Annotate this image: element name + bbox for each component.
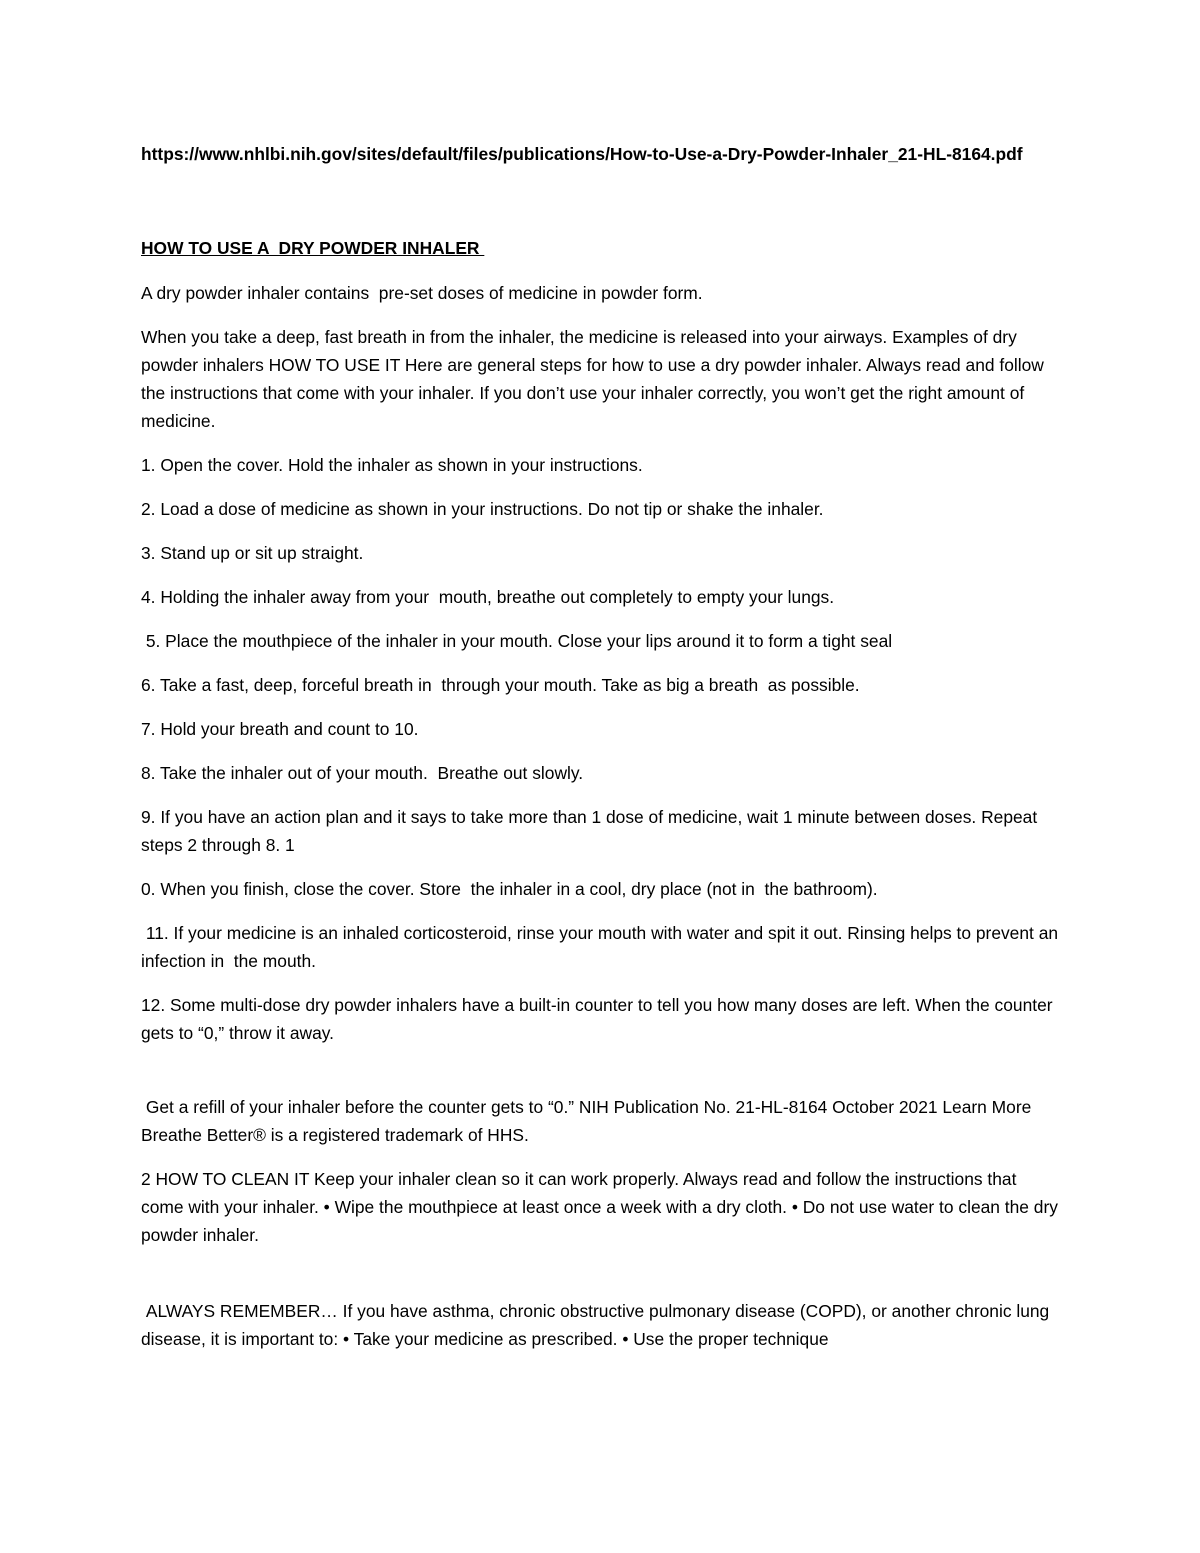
step-item: 11. If your medicine is an inhaled corticosteroid, rinse your mouth with water and spit it out. Rinsing helps to prevent an infection in the mouth. bbox=[141, 923, 1063, 971]
step-item: 4. Holding the inhaler away from your mouth, breathe out completely to empty your lungs. bbox=[141, 587, 835, 607]
step-item: 2. Load a dose of medicine as shown in your instructions. Do not tip or shake the inhaler. bbox=[141, 499, 824, 519]
step-item: 1. Open the cover. Hold the inhaler as shown in your instructions. bbox=[141, 455, 643, 475]
refill-note-paragraph: Get a refill of your inhaler before the counter gets to “0.” NIH Publication No. 21-HL-8164 October 2021 Learn More Breathe Better® is a registered trademark of HHS. bbox=[141, 1097, 1037, 1145]
document-content bbox=[141, 140, 1068, 1353]
remember-paragraph: ALWAYS REMEMBER… If you have asthma, chronic obstructive pulmonary disease (COPD), or another chronic lung disease, it is important to: • Take your medicine as prescribed. • Use the proper technique bbox=[141, 1301, 1055, 1349]
description-paragraph: When you take a deep, fast breath in from the inhaler, the medicine is released into your airways. Examples of dry powder inhalers HOW TO USE IT Here are general steps for how to use a dry powder inhaler. Always read and follow the instructions that come with your inhaler. If you don’t use your inhaler correctly, you won’t get the right amount of medicine. bbox=[141, 327, 1049, 431]
step-item: 3. Stand up or sit up straight. bbox=[141, 543, 364, 563]
step-item: 6. Take a fast, deep, forceful breath in through your mouth. Take as big a breath as possible. bbox=[141, 675, 860, 695]
intro-paragraph: A dry powder inhaler contains pre-set doses of medicine in powder form. bbox=[141, 283, 703, 303]
cleaning-paragraph: 2 HOW TO CLEAN IT Keep your inhaler clean so it can work properly. Always read and follow the instructions that come with your inhaler. • Wipe the mouthpiece at least once a week with a dry cloth. • Do not use water to clean the dry powder inhaler. bbox=[141, 1169, 1068, 1245]
source-url[interactable]: https://www.nhlbi.nih.gov/sites/default/files/publications/How-to-Use-a-Dry-Powder-Inhaler_21-HL-8164.pdf bbox=[141, 144, 1023, 164]
steps-list bbox=[141, 451, 1061, 1047]
step-item: 5. Place the mouthpiece of the inhaler in your mouth. Close your lips around it to form a tight seal bbox=[141, 631, 893, 651]
step-item: 12. Some multi-dose dry powder inhalers have a built-in counter to tell you how many doses are left. When the counter gets to “0,” throw it away. bbox=[141, 995, 1058, 1043]
step-item: 7. Hold your breath and count to 10. bbox=[141, 719, 419, 739]
document-heading: HOW TO USE A DRY POWDER INHALER bbox=[141, 238, 485, 258]
step-item: 0. When you finish, close the cover. Store the inhaler in a cool, dry place (not in the bathroom). bbox=[141, 879, 878, 899]
step-item: 8. Take the inhaler out of your mouth. Breathe out slowly. bbox=[141, 763, 584, 783]
step-item: 9. If you have an action plan and it says to take more than 1 dose of medicine, wait 1 minute between doses. Repeat steps 2 through 8. 1 bbox=[141, 807, 1043, 855]
